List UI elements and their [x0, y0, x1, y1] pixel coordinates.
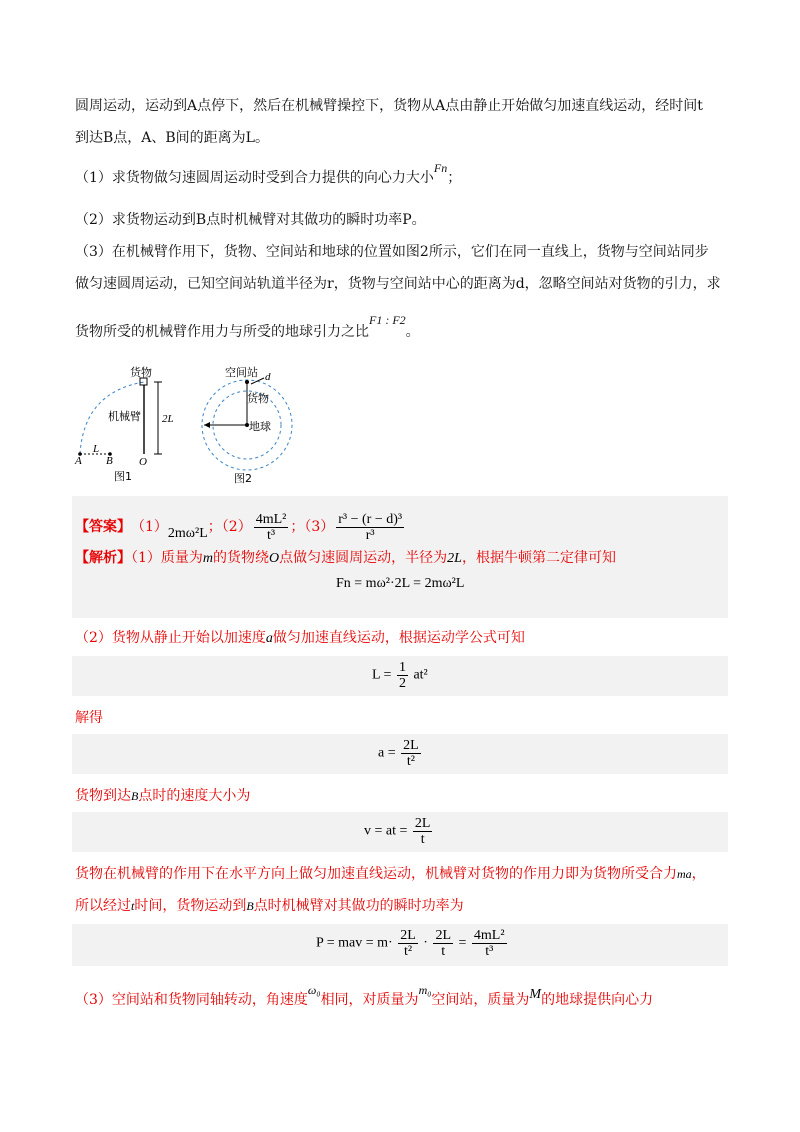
analysis-t: t — [131, 899, 135, 913]
question-3-text: 货物所受的机械臂作用力与所受的地球引力之比 — [75, 324, 369, 340]
figure-2 — [198, 362, 303, 486]
analysis-s4d: 时间，货物运动到 — [134, 898, 247, 914]
eq4-den: t — [420, 832, 425, 847]
station-label: 空间站 — [225, 366, 258, 379]
answer-3-fraction — [336, 512, 404, 543]
analysis-line-6 — [75, 983, 654, 1011]
eq4-num: 2L — [414, 816, 431, 831]
answer-line — [75, 510, 406, 544]
solve-label: 解得 — [75, 710, 103, 726]
question-line-1: 圆周运动，运动到A点停下，然后在机械臂操控下，货物从A点由静止开始做匀加速直线运动，经时间t — [75, 98, 703, 114]
eq4-lhs: v = at = — [364, 823, 408, 839]
eq5-f1-den: t² — [403, 944, 413, 959]
analysis-m0: m₀ — [418, 983, 432, 997]
figure-1 — [70, 362, 190, 484]
answer-part-1: （1） — [131, 519, 168, 535]
arrow-head — [204, 422, 210, 428]
station-dot — [245, 380, 249, 384]
eq5-f2-num: 2L — [435, 928, 452, 943]
eq2-den: 2 — [398, 676, 406, 691]
analysis-2l: 2L — [447, 551, 462, 566]
cargo-label: 货物 — [130, 366, 152, 379]
eq4-fraction — [413, 816, 433, 847]
analysis-b: B — [131, 789, 139, 803]
analysis-s4b: ， — [691, 866, 706, 882]
analysis-m: m — [202, 551, 214, 566]
answer-3-den: r³ — [365, 527, 375, 543]
arm-label: 机械臂 — [108, 410, 141, 423]
question-1-end: ； — [447, 170, 462, 186]
answer-2-fraction — [254, 512, 289, 543]
analysis-s4e: 点时机械臂对其做功的瞬时功率为 — [253, 898, 464, 914]
question-line-2: 到达B点，A、B间的距离为L。 — [75, 130, 269, 146]
analysis-s5a: （3）空间站和货物同轴转动，角速度 — [75, 992, 308, 1008]
eq3-lhs: a = — [378, 745, 396, 761]
eq2-fraction — [397, 660, 408, 691]
o-label: O — [139, 456, 147, 468]
analysis-s1a: （1）质量为 — [131, 550, 203, 566]
answer-2-num: 4mL² — [255, 511, 287, 527]
figure-2-caption: 图2 — [234, 472, 252, 485]
answer-1: 2mω²L — [167, 526, 208, 541]
analysis-s1c: 点做匀速圆周运动，半径为 — [279, 550, 448, 566]
force-ratio: F1 : F2 — [369, 313, 406, 327]
analysis-s5d: 的地球提供向心力 — [541, 992, 654, 1008]
analysis-s4a: 货物在机械臂的作用下在水平方向上做匀加速直线运动，机械臂对货物的作用力即为货物所受合力 — [75, 866, 677, 882]
eq3-num: 2L — [403, 738, 419, 753]
analysis-a: a — [265, 631, 273, 646]
a-label: A — [75, 455, 82, 467]
analysis-s3a: 货物到达 — [75, 788, 131, 804]
answer-3-num: r³ − (r − d)³ — [338, 511, 403, 527]
analysis-s2a: （2）货物从静止开始以加速度 — [75, 630, 266, 646]
eq2-num: 1 — [398, 660, 406, 675]
equation-2 — [372, 660, 428, 691]
question-3-end: 。 — [405, 324, 420, 340]
question-1-text: （1）求货物做匀速圆周运动时受到合力提供的向心力大小 — [75, 170, 434, 186]
equation-4 — [364, 816, 434, 847]
eq2-rhs: at² — [413, 667, 428, 683]
analysis-s5c: 空间站，质量为 — [431, 992, 530, 1008]
eq5-fraction-1 — [398, 928, 418, 959]
question-3-line-3 — [75, 313, 420, 342]
eq3-fraction — [401, 738, 421, 769]
eq5-f3-num: 4mL² — [473, 928, 505, 943]
question-2: （2）求货物运动到B点时机械臂对其做功的瞬时功率P。 — [75, 212, 426, 228]
analysis-line-1 — [75, 548, 616, 569]
analysis-s5b: 相同，对质量为 — [320, 992, 419, 1008]
analysis-line-4 — [75, 864, 706, 884]
len-label: 2L — [162, 413, 174, 425]
analysis-ma: ma — [677, 867, 692, 881]
analysis-label: 【解析】 — [75, 550, 131, 566]
fn-symbol: Fn — [433, 161, 448, 175]
equation-5 — [316, 928, 509, 959]
equation-3 — [378, 738, 423, 769]
eq5-equals: = — [458, 935, 467, 951]
question-3-line-1: （3）在机械臂作用下，货物、空间站和地球的位置如图2所示，它们在同一直线上，货物与空间站同步 — [75, 244, 709, 260]
analysis-s1b: 的货物绕 — [213, 550, 270, 566]
analysis-omega: ω₀ — [307, 983, 321, 997]
analysis-mass-m: M — [529, 987, 542, 1002]
eq5-f3-den: t³ — [485, 944, 494, 959]
b-label: B — [106, 455, 113, 467]
eq5-dot: · — [423, 935, 428, 951]
analysis-s1d: ，根据牛顿第二定律可知 — [461, 550, 616, 566]
analysis-o: O — [269, 551, 280, 566]
eq5-lhs: P = mav = m· — [316, 935, 393, 951]
answer-2-den: t³ — [266, 527, 276, 543]
analysis-b2: B — [246, 899, 254, 913]
eq2-lhs: L = — [372, 667, 392, 683]
l-label: L — [93, 443, 100, 455]
cargo-box — [140, 378, 147, 385]
eq5-f2-den: t — [441, 944, 446, 959]
answer-label: 【答案】 — [75, 519, 131, 535]
analysis-line-3 — [75, 786, 250, 806]
analysis-line-5 — [75, 896, 464, 916]
d-label: d — [265, 371, 271, 383]
cargo-label-2: 货物 — [247, 392, 269, 405]
answer-part-2: ；（2） — [207, 519, 252, 535]
answer-part-3: ；（3） — [290, 519, 335, 535]
analysis-s4c: 所以经过 — [75, 898, 131, 914]
eq5-f1-num: 2L — [400, 928, 416, 943]
figure-1-caption: 图1 — [114, 470, 132, 483]
question-3-line-2: 做匀速圆周运动，已知空间站轨道半径为r，货物与空间站中心的距离为d，忽略空间站对货物的引力，求 — [75, 276, 721, 292]
eq5-fraction-2 — [433, 928, 453, 959]
earth-label: 地球 — [249, 420, 271, 433]
analysis-s2b: 做匀加速直线运动，根据运动学公式可知 — [272, 630, 525, 646]
equation-1: Fn = mω²·2L = 2mω²L — [336, 576, 465, 591]
eq3-den: t² — [406, 754, 415, 769]
analysis-line-2 — [75, 628, 525, 649]
question-1 — [75, 161, 462, 188]
eq5-fraction-3 — [472, 928, 507, 959]
analysis-s3b: 点时的速度大小为 — [138, 788, 251, 804]
